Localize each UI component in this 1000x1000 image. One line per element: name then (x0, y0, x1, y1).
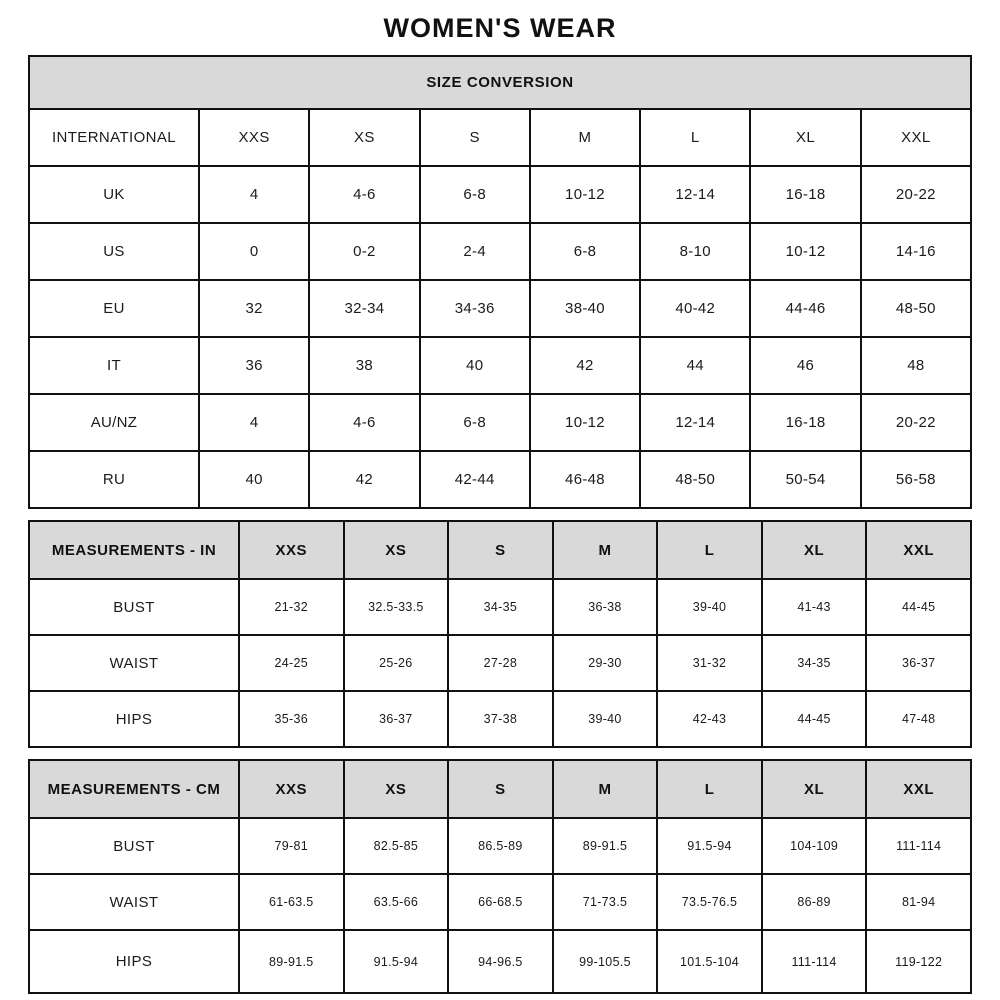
size-column-header: M (553, 521, 658, 579)
value-cell: 99-105.5 (553, 930, 658, 993)
value-cell: 31-32 (657, 635, 762, 691)
size-conversion-title: SIZE CONVERSION (29, 56, 971, 109)
value-cell: 32.5-33.5 (344, 579, 449, 635)
size-column-header: XL (762, 760, 867, 818)
value-cell: 48-50 (861, 280, 971, 337)
table-row (29, 337, 971, 394)
table-row (29, 451, 971, 508)
value-cell: 10-12 (750, 223, 860, 280)
value-cell: 63.5-66 (344, 874, 449, 930)
measurements-cm-title: MEASUREMENTS - CM (29, 760, 239, 818)
size-column-header: M (553, 760, 658, 818)
value-cell: 8-10 (640, 223, 750, 280)
value-cell: 10-12 (530, 166, 640, 223)
row-label: IT (29, 337, 199, 394)
table-row (29, 166, 971, 223)
value-cell: 66-68.5 (448, 874, 553, 930)
size-column-header: XS (344, 760, 449, 818)
size-column-header: S (420, 109, 530, 166)
size-column-header: XL (750, 109, 860, 166)
value-cell: 42 (309, 451, 419, 508)
value-cell: 119-122 (866, 930, 971, 993)
value-cell: 25-26 (344, 635, 449, 691)
value-cell: 34-35 (762, 635, 867, 691)
value-cell: 81-94 (866, 874, 971, 930)
value-cell: 86-89 (762, 874, 867, 930)
value-cell: 36 (199, 337, 309, 394)
table-title-row (29, 56, 971, 109)
size-column-header: S (448, 521, 553, 579)
value-cell: 42-43 (657, 691, 762, 747)
row-label: US (29, 223, 199, 280)
size-column-header: L (657, 521, 762, 579)
row-label: AU/NZ (29, 394, 199, 451)
row-label: INTERNATIONAL (29, 109, 199, 166)
value-cell: 46 (750, 337, 860, 394)
value-cell: 16-18 (750, 394, 860, 451)
row-label: UK (29, 166, 199, 223)
value-cell: 6-8 (530, 223, 640, 280)
value-cell: 89-91.5 (239, 930, 344, 993)
value-cell: 10-12 (530, 394, 640, 451)
measurements-in-title: MEASUREMENTS - IN (29, 521, 239, 579)
value-cell: 38-40 (530, 280, 640, 337)
value-cell: 12-14 (640, 166, 750, 223)
row-label: BUST (29, 818, 239, 874)
value-cell: 24-25 (239, 635, 344, 691)
value-cell: 16-18 (750, 166, 860, 223)
value-cell: 4 (199, 394, 309, 451)
table-row (29, 579, 971, 635)
table-row (29, 635, 971, 691)
value-cell: 50-54 (750, 451, 860, 508)
size-header-row (29, 109, 971, 166)
table-row (29, 874, 971, 930)
value-cell: 89-91.5 (553, 818, 658, 874)
size-column-header: XXS (199, 109, 309, 166)
row-label: BUST (29, 579, 239, 635)
value-cell: 46-48 (530, 451, 640, 508)
value-cell: 56-58 (861, 451, 971, 508)
value-cell: 36-37 (866, 635, 971, 691)
value-cell: 21-32 (239, 579, 344, 635)
row-label: RU (29, 451, 199, 508)
value-cell: 32 (199, 280, 309, 337)
size-header-row (29, 760, 971, 818)
value-cell: 4-6 (309, 166, 419, 223)
value-cell: 44-46 (750, 280, 860, 337)
table-row (29, 394, 971, 451)
size-column-header: XL (762, 521, 867, 579)
value-cell: 40 (199, 451, 309, 508)
value-cell: 40-42 (640, 280, 750, 337)
value-cell: 101.5-104 (657, 930, 762, 993)
value-cell: 36-38 (553, 579, 658, 635)
size-column-header: M (530, 109, 640, 166)
size-column-header: XXL (866, 521, 971, 579)
table-row (29, 280, 971, 337)
value-cell: 47-48 (866, 691, 971, 747)
value-cell: 79-81 (239, 818, 344, 874)
value-cell: 48-50 (640, 451, 750, 508)
value-cell: 0 (199, 223, 309, 280)
value-cell: 42-44 (420, 451, 530, 508)
value-cell: 32-34 (309, 280, 419, 337)
table-row (29, 691, 971, 747)
value-cell: 104-109 (762, 818, 867, 874)
table-row (29, 223, 971, 280)
value-cell: 6-8 (420, 394, 530, 451)
value-cell: 0-2 (309, 223, 419, 280)
value-cell: 71-73.5 (553, 874, 658, 930)
row-label: WAIST (29, 874, 239, 930)
page-title: WOMEN'S WEAR (383, 13, 617, 43)
value-cell: 2-4 (420, 223, 530, 280)
value-cell: 91.5-94 (344, 930, 449, 993)
value-cell: 86.5-89 (448, 818, 553, 874)
value-cell: 94-96.5 (448, 930, 553, 993)
value-cell: 37-38 (448, 691, 553, 747)
row-label: WAIST (29, 635, 239, 691)
value-cell: 14-16 (861, 223, 971, 280)
value-cell: 42 (530, 337, 640, 394)
value-cell: 29-30 (553, 635, 658, 691)
value-cell: 20-22 (861, 166, 971, 223)
value-cell: 39-40 (657, 579, 762, 635)
size-header-row (29, 521, 971, 579)
row-label: EU (29, 280, 199, 337)
value-cell: 27-28 (448, 635, 553, 691)
size-column-header: XXL (866, 760, 971, 818)
value-cell: 36-37 (344, 691, 449, 747)
size-column-header: L (657, 760, 762, 818)
value-cell: 34-35 (448, 579, 553, 635)
size-column-header: XXS (239, 760, 344, 818)
value-cell: 61-63.5 (239, 874, 344, 930)
value-cell: 91.5-94 (657, 818, 762, 874)
size-column-header: XXS (239, 521, 344, 579)
size-column-header: S (448, 760, 553, 818)
value-cell: 6-8 (420, 166, 530, 223)
table-row (29, 818, 971, 874)
value-cell: 73.5-76.5 (657, 874, 762, 930)
value-cell: 44 (640, 337, 750, 394)
value-cell: 39-40 (553, 691, 658, 747)
value-cell: 35-36 (239, 691, 344, 747)
measurements-cm-table (28, 759, 972, 994)
size-column-header: L (640, 109, 750, 166)
value-cell: 34-36 (420, 280, 530, 337)
value-cell: 111-114 (762, 930, 867, 993)
value-cell: 4 (199, 166, 309, 223)
value-cell: 44-45 (762, 691, 867, 747)
value-cell: 48 (861, 337, 971, 394)
value-cell: 41-43 (762, 579, 867, 635)
value-cell: 111-114 (866, 818, 971, 874)
size-column-header: XXL (861, 109, 971, 166)
value-cell: 44-45 (866, 579, 971, 635)
row-label: HIPS (29, 930, 239, 993)
table-row (29, 930, 971, 993)
size-column-header: XS (309, 109, 419, 166)
value-cell: 40 (420, 337, 530, 394)
value-cell: 82.5-85 (344, 818, 449, 874)
size-column-header: XS (344, 521, 449, 579)
row-label: HIPS (29, 691, 239, 747)
size-conversion-table (28, 55, 972, 509)
value-cell: 20-22 (861, 394, 971, 451)
value-cell: 4-6 (309, 394, 419, 451)
value-cell: 12-14 (640, 394, 750, 451)
measurements-in-table (28, 520, 972, 748)
value-cell: 38 (309, 337, 419, 394)
